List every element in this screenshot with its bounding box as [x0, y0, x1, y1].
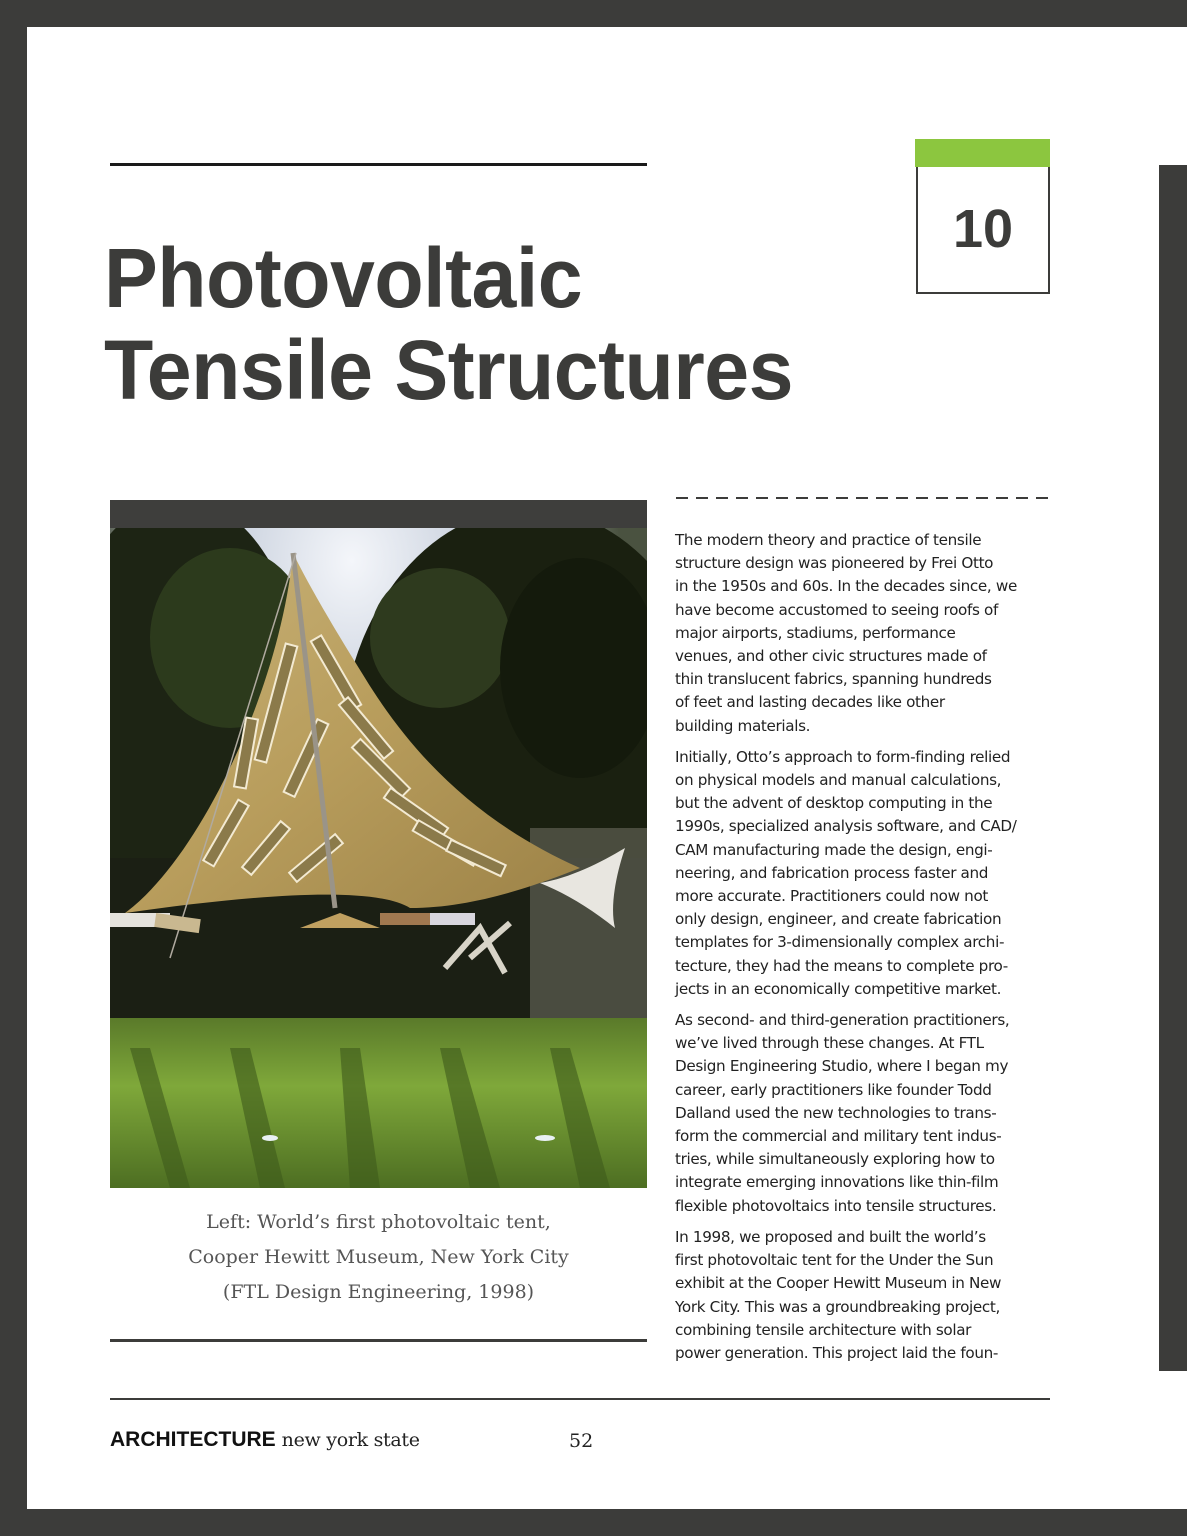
- text-line: integrate emerging innovations like thin-film: [675, 1173, 999, 1192]
- chapter-badge: [915, 139, 1050, 294]
- page-number: 52: [569, 1430, 594, 1452]
- chapter-number: 10: [952, 198, 1014, 259]
- text-line: CAM manufacturing made the design, engi-: [675, 840, 993, 859]
- caption-rule: [110, 1339, 647, 1342]
- text-line: Dalland used the new technologies to trans-: [675, 1103, 997, 1122]
- caption-line-3: (FTL Design Engineering, 1998): [222, 1281, 535, 1303]
- article-title: [104, 232, 930, 416]
- text-line: more accurate. Practitioners could now not: [675, 887, 988, 906]
- text-line: exhibit at the Cooper Hewitt Museum in New: [675, 1274, 1002, 1293]
- bottom-border: [0, 1509, 1187, 1536]
- chapter-badge-box: [916, 167, 1050, 294]
- text-line: of feet and lasting decades like other: [675, 693, 945, 712]
- caption-line-1: Left: World’s first photovoltaic tent,: [206, 1211, 551, 1233]
- photo-header-bar: [110, 500, 647, 528]
- text-line: As second- and third-generation practitioners,: [675, 1011, 1010, 1030]
- publication-brand: ARCHITECTURE: [110, 1428, 276, 1451]
- page-footer: [110, 1428, 710, 1458]
- paragraph: [675, 529, 1055, 738]
- text-line: Initially, Otto’s approach to form-finding relied: [675, 747, 1011, 766]
- text-line: York City. This was a groundbreaking project,: [675, 1297, 1000, 1316]
- text-line: have become accustomed to seeing roofs of: [675, 600, 998, 619]
- publication-subtitle: new york state: [281, 1429, 420, 1451]
- text-line: The modern theory and practice of tensile: [675, 531, 982, 549]
- text-line: career, early practitioners like founder Todd: [675, 1080, 992, 1099]
- title-line-1: Photovoltaic: [104, 231, 583, 325]
- text-line: 1990s, specialized analysis software, and CAD/: [675, 817, 1017, 836]
- text-line: only design, engineer, and create fabrication: [675, 910, 1002, 929]
- text-line: form the commercial and military tent indus-: [675, 1127, 1002, 1146]
- text-line: but the advent of desktop computing in the: [675, 794, 993, 813]
- chapter-badge-accent: [915, 139, 1050, 167]
- text-line: major airports, stadiums, performance: [675, 623, 956, 642]
- text-line: building materials.: [675, 716, 811, 735]
- text-line: tecture, they had the means to complete pro-: [675, 956, 1008, 975]
- paragraph: [675, 746, 1055, 1001]
- title-line-2: Tensile Structures: [104, 323, 793, 417]
- paragraph: [675, 1009, 1055, 1218]
- text-line: jects in an economically competitive market.: [675, 979, 1002, 998]
- paragraph: [675, 1226, 1055, 1365]
- text-line: neering, and fabrication process faster and: [675, 863, 989, 882]
- text-line: tries, while simultaneously exploring how to: [675, 1150, 995, 1169]
- photo-tent: [110, 528, 647, 1188]
- text-line: Design Engineering Studio, where I began my: [675, 1057, 1009, 1076]
- article-body: [675, 529, 1055, 1373]
- text-line: first photovoltaic tent for the Under the Sun: [675, 1251, 994, 1270]
- figure: [110, 500, 647, 1188]
- caption-line-2: Cooper Hewitt Museum, New York City: [188, 1246, 569, 1268]
- text-line: power generation. This project laid the foun-: [675, 1343, 999, 1362]
- figure-caption: [110, 1205, 647, 1310]
- dashed-divider: [676, 497, 1054, 499]
- footer-rule: [110, 1398, 1050, 1400]
- top-rule: [110, 163, 647, 166]
- text-line: venues, and other civic structures made of: [675, 647, 987, 666]
- text-line: thin translucent fabrics, spanning hundreds: [675, 670, 992, 689]
- text-line: flexible photovoltaics into tensile structures.: [675, 1196, 997, 1215]
- text-line: In 1998, we proposed and built the world’s: [675, 1227, 986, 1246]
- text-line: templates for 3-dimensionally complex archi-: [675, 933, 1005, 952]
- text-line: in the 1950s and 60s. In the decades since, we: [675, 577, 1017, 596]
- tent-photo-illustration: [110, 528, 647, 1188]
- text-line: structure design was pioneered by Frei Otto: [675, 554, 994, 573]
- side-tab-marker: [1159, 165, 1187, 1371]
- text-line: combining tensile architecture with solar: [675, 1320, 972, 1339]
- text-line: on physical models and manual calculations,: [675, 771, 1002, 790]
- text-line: we’ve lived through these changes. At FTL: [675, 1034, 984, 1053]
